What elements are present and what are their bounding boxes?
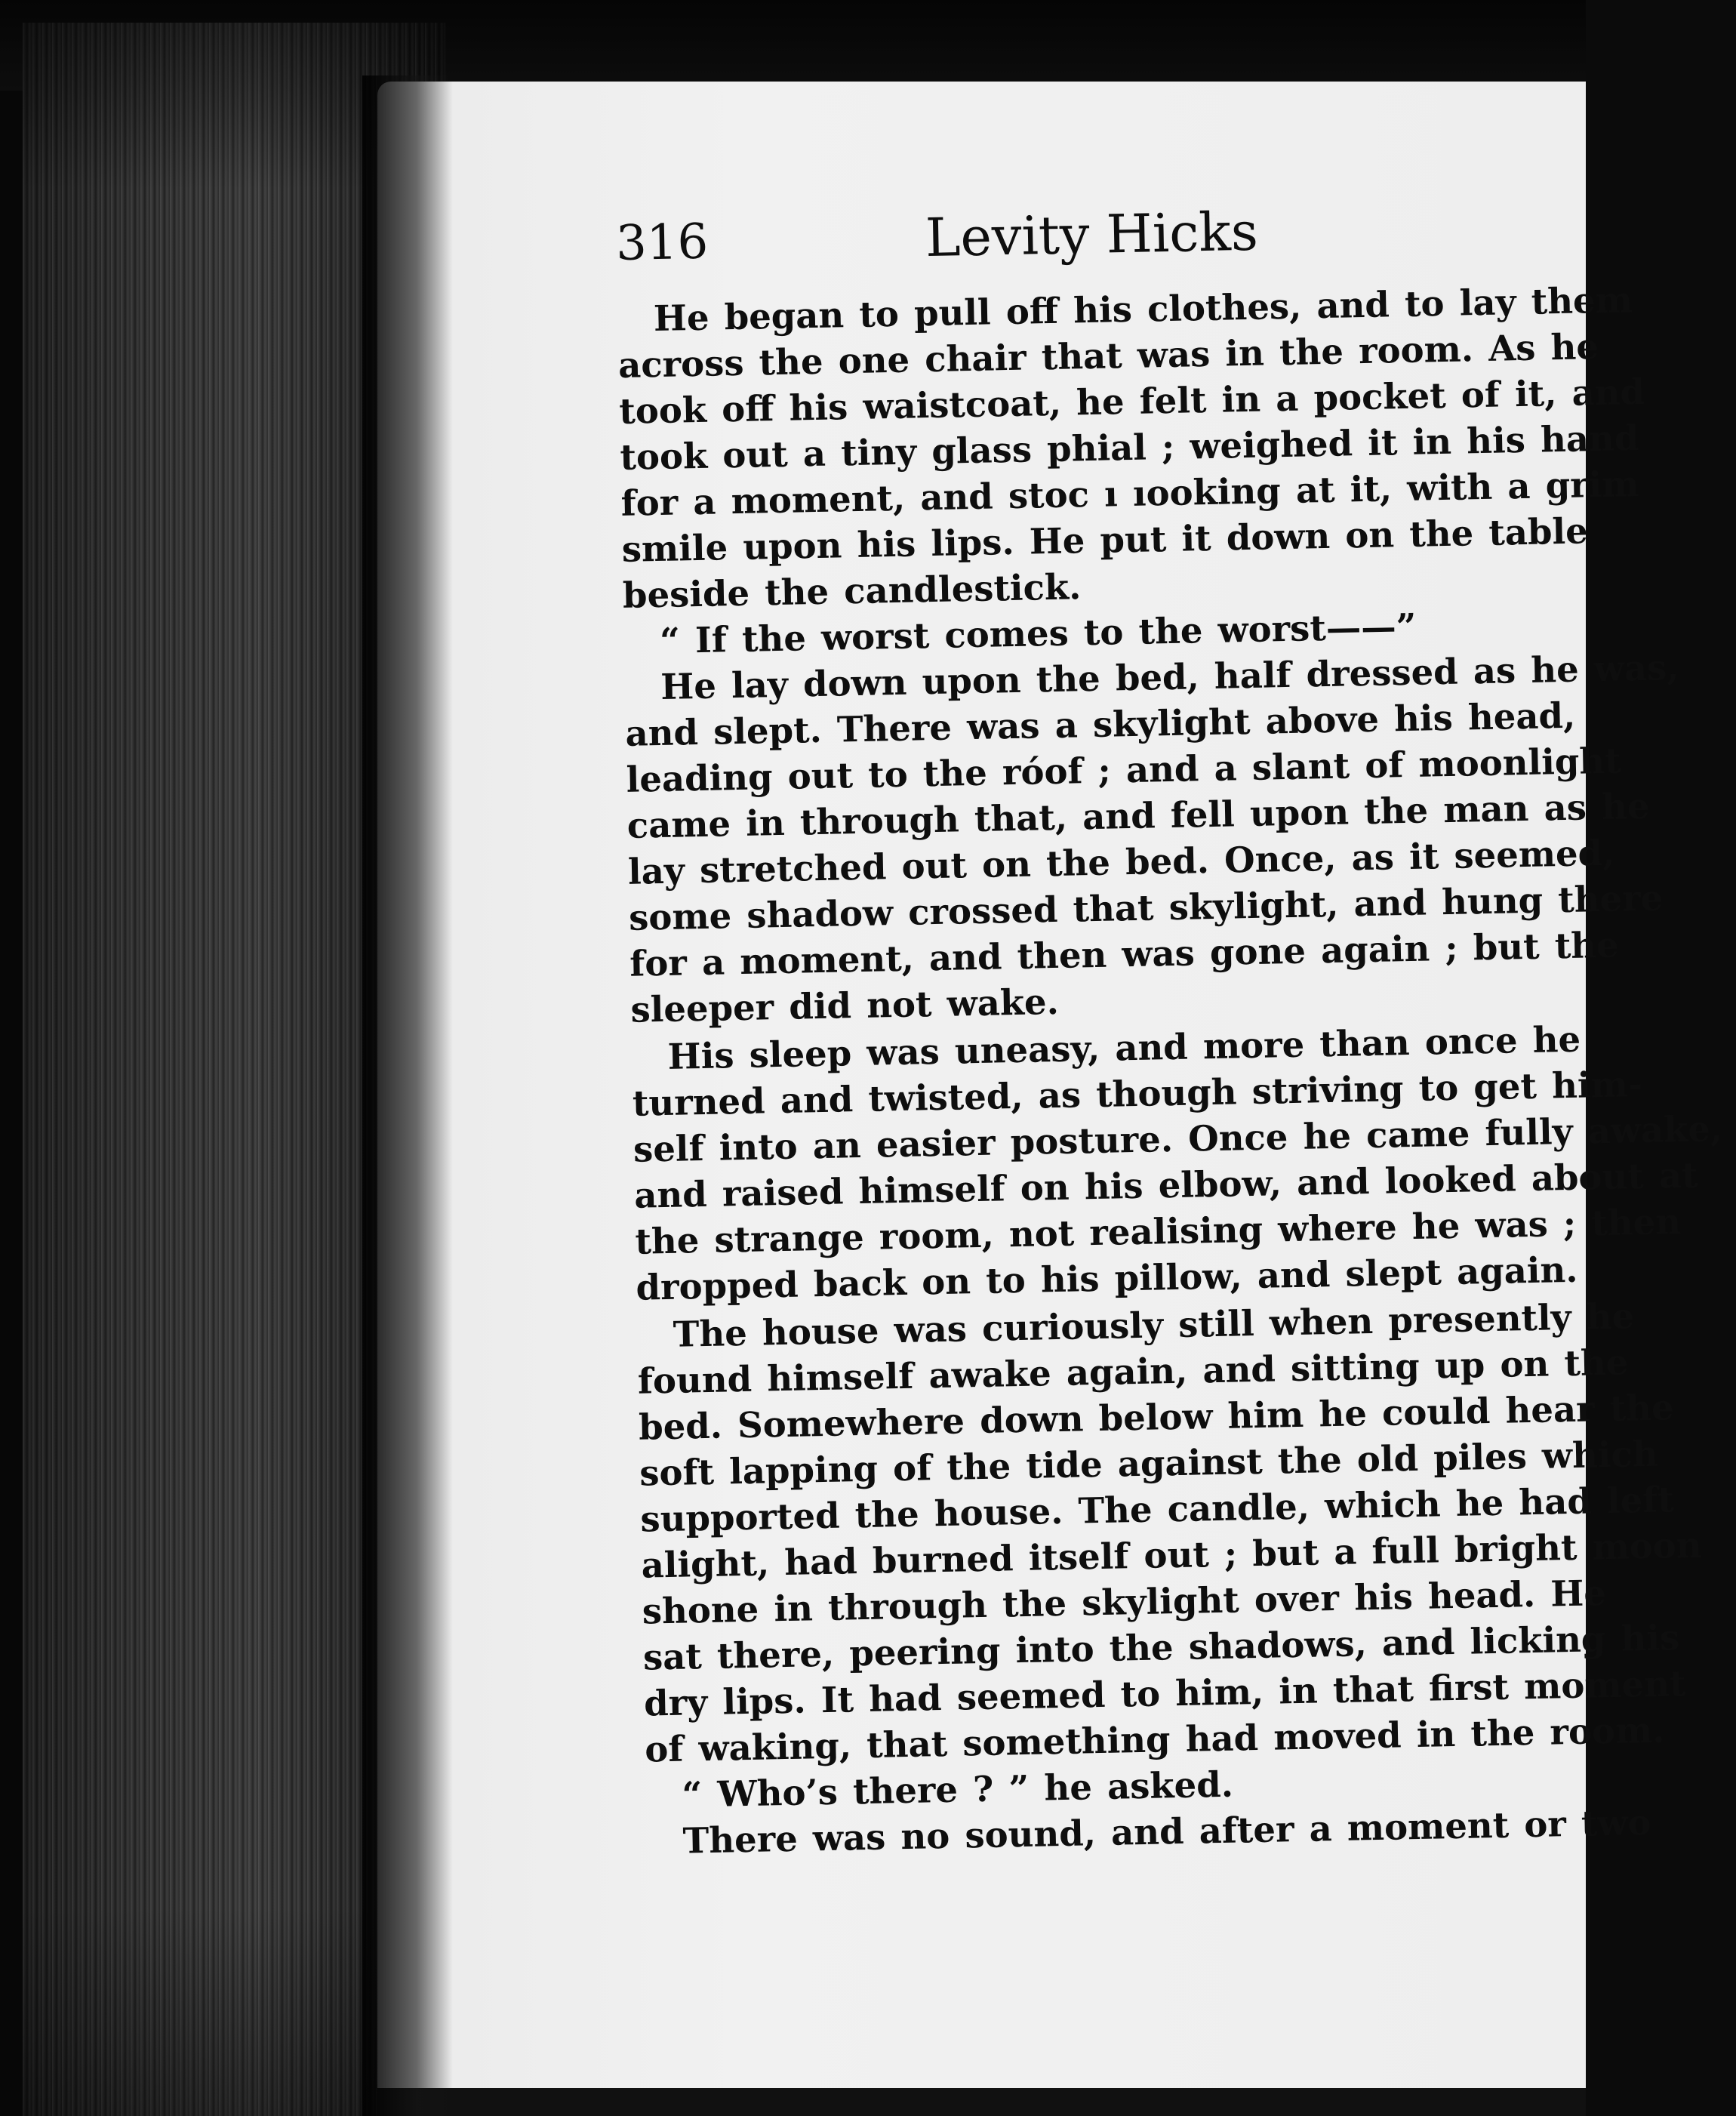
text-line: supported the house. The candle, which he had left (639, 1478, 1675, 1540)
text-line: “ If the worst comes to the worst——” (659, 605, 1417, 661)
text-line: sleeper did not wake. (630, 980, 1060, 1030)
text-line: self into an easier posture. Once he came fully awake, (633, 1107, 1723, 1170)
text-line: lay stretched out on the bed. Once, as it seemed, (627, 831, 1615, 892)
text-line: for a moment, and then was gone again ; but the (629, 923, 1620, 984)
page-gutter-shadow (362, 75, 453, 2116)
text-line: There was no sound, and after a moment or two (682, 1801, 1652, 1862)
text-line: soft lapping of the tide against the old piles which (639, 1432, 1659, 1494)
text-line: across the one chair that was in the room. As he (617, 325, 1599, 386)
page-content (615, 183, 1723, 1865)
text-line: for a moment, and stoc ı ıooking at it, with a grim (620, 463, 1640, 524)
text-line: He began to pull off his clothes, and to lay them (653, 279, 1633, 340)
text-line: turned and twisted, as though striving to get him- (632, 1063, 1643, 1124)
text-line: His sleep was uneasy, and more than once he (667, 1018, 1581, 1077)
text-line: bed. Somewhere down below him he could hear the (638, 1386, 1675, 1448)
text-line: some shadow crossed that skylight, and hung there (628, 876, 1664, 938)
text-line: He lay down upon the bed, half dressed as he was, (660, 646, 1679, 707)
running-title: Levity Hicks (925, 200, 1259, 270)
text-line: leading out to the róof ; and a slant of moonlight (626, 739, 1622, 800)
text-line: smile upon his lips. He put it down on the table (621, 510, 1589, 570)
book-page (377, 82, 1723, 2090)
text-line: dropped back on to his pillow, and slept again. (636, 1248, 1578, 1308)
text-line: and raised himself on his elbow, and looked about at (633, 1153, 1699, 1216)
text-line: beside the candlestick. (622, 565, 1082, 616)
text-line: “ Who’s there ? ” he asked. (681, 1763, 1234, 1816)
page-bottom-edge (377, 2088, 1586, 2116)
text-line: dry lips. It had seemed to him, in that first moment (643, 1662, 1686, 1724)
running-head (615, 183, 1598, 285)
body-text (617, 277, 1723, 1865)
text-line: alight, had burned itself out ; but a full bright moon (641, 1523, 1703, 1586)
text-line: of waking, that something had moved in the room. (644, 1708, 1665, 1770)
text-line: found himself awake again, and sitting up on the (637, 1341, 1629, 1402)
text-line: the strange room, not realising where he was ; then (634, 1200, 1682, 1262)
text-line: shone in through the skylight over his head. He (642, 1572, 1607, 1632)
text-line: sat there, peering into the shadows, and licking his (642, 1616, 1680, 1678)
text-line: took off his waistcoat, he felt in a pocket of it, and (618, 370, 1645, 432)
text-line: came in through that, and fell upon the man as he (626, 784, 1650, 846)
text-line: The house was curiously still when presently he (673, 1295, 1635, 1355)
text-line: and slept. There was a skylight above his head, (624, 694, 1576, 754)
page-number: 316 (615, 214, 709, 272)
text-line: took out a tiny glass phial ; weighed it in his hand (619, 417, 1639, 478)
